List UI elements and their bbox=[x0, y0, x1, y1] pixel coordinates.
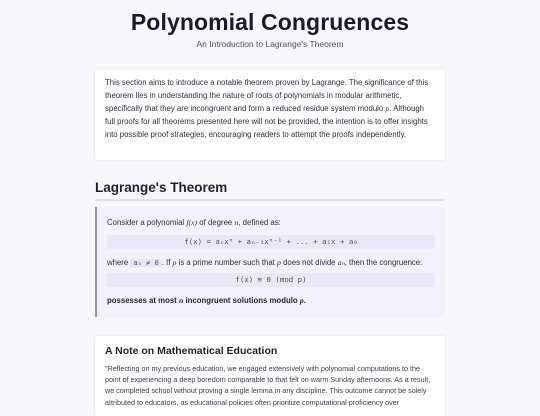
math-p: p bbox=[277, 258, 281, 267]
theorem-text: , defined as: bbox=[238, 218, 281, 227]
theorem-text: . bbox=[303, 296, 306, 305]
intro-paragraph bbox=[105, 76, 435, 141]
theorem-conclusion bbox=[107, 296, 306, 305]
intro-text-end: . Although full proofs for all theorems presented here will not be provided, the intention is to offer insights into possible proof strategies, encouraging readers to attempt the proofs independently. bbox=[105, 104, 428, 139]
note-paragraph: "Reflecting on my previous education, we engaged extensively with polynomial computations to the point of experiencing a deep boredom comparable to that felt on warm Sunday afternoons. As a result, we completed school without proving a single lemma in any discipline. This outcome cannot be solely attributed to educators, as educational policies often prioritize computational proficiency over bbox=[105, 364, 431, 407]
congruence-formula: f(x) ≡ 0 (mod p) bbox=[107, 273, 435, 287]
theorem-statement-line bbox=[107, 218, 281, 227]
section-heading: Lagrange's Theorem bbox=[95, 180, 228, 195]
section-divider bbox=[95, 199, 445, 201]
theorem-text: , then the congruence: bbox=[344, 258, 423, 267]
theorem-condition-line bbox=[107, 258, 422, 267]
note-card bbox=[95, 336, 445, 416]
page-subtitle: An Introduction to Lagrange's Theorem bbox=[196, 39, 344, 49]
theorem-text: possesses at most bbox=[107, 296, 179, 305]
math-n: n bbox=[234, 218, 239, 227]
page-title: Polynomial Congruences bbox=[130, 9, 410, 35]
math-n: n bbox=[178, 296, 184, 305]
condition-chip: aₙ ≠ 0 bbox=[130, 259, 161, 267]
math-fx: f(x) bbox=[186, 218, 198, 227]
theorem-text: does not divide bbox=[280, 258, 338, 267]
intro-text-start: This section aims to introduce a notable theorem proven by Lagrange. The significance of this theorem lies in understanding the nature of roots of polynomials in modular arithmetic, specifically that they are incongruent and form a reduced residue system modulo bbox=[105, 78, 429, 113]
note-heading: A Note on Mathematical Education bbox=[105, 345, 278, 357]
theorem-text: incongruent solutions modulo bbox=[183, 296, 300, 305]
math-p: p bbox=[172, 258, 177, 267]
theorem-text: Consider a polynomial bbox=[107, 218, 187, 227]
intro-card bbox=[95, 69, 445, 160]
theorem-text: is a prime number such that bbox=[176, 258, 277, 267]
polynomial-formula: f(x) = aₙxⁿ + aₙ₋₁xⁿ⁻¹ + ... + a₁x + a₀ bbox=[107, 235, 435, 249]
math-an: aₙ bbox=[337, 258, 345, 267]
theorem-text: where bbox=[107, 258, 131, 267]
theorem-text: of degree bbox=[197, 218, 235, 227]
math-p: p bbox=[299, 296, 304, 305]
intro-var-p: p bbox=[385, 104, 390, 113]
theorem-text: . If bbox=[161, 258, 173, 267]
theorem-block bbox=[95, 207, 445, 317]
